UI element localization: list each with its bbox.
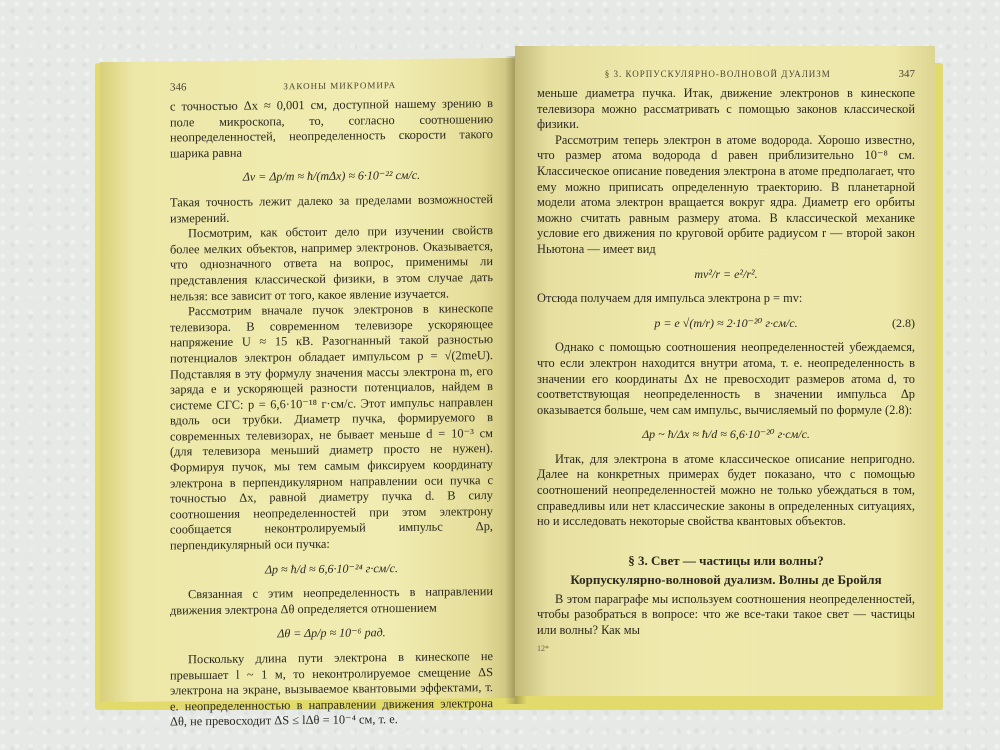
right-page-number: 347 <box>898 68 915 80</box>
right-page <box>515 46 935 696</box>
paragraph: Итак, для электрона в атоме классическое описание непригодно. Далее на конкретных примерах будет показано, что с помощью соотношений неопределенностей можно не только убеждаться в том, справедливы или нет классические законы в определенных ситуациях, но и исследовать некоторые свойства квантовых объектов. <box>537 451 915 529</box>
paragraph: с точностью Δx ≈ 0,001 см, доступной нашему зрению в поле микроскопа, то, согласно соотношению неопределенностей, неопределенность скорости такого шарика равна <box>170 96 493 161</box>
left-page-body <box>170 96 493 730</box>
paragraph: В этом параграфе мы используем соотношения неопределенностей, чтобы разобраться в вопросе: что же все-таки такое свет — частицы или волны? Как мы <box>537 591 915 638</box>
formula-numbered <box>537 316 915 332</box>
formula: Δv = Δp/m ≈ ħ/(mΔx) ≈ 6·10⁻²² см/с. <box>242 168 421 185</box>
formula: mv²/r = e²/r². <box>694 266 758 281</box>
right-page-header <box>537 68 915 80</box>
formula: Δθ = Δp/p ≈ 10⁻⁶ рад. <box>277 625 386 641</box>
paragraph: Связанная с этим неопределенность в направлении движения электрона Δθ определяется отношением <box>170 584 493 618</box>
paragraph: Поскольку длина пути электрона в кинескопе не превышает l ~ 1 м, то неконтролируемое смещение ΔS электрона на экране, вызываемое квантовыми эффектами, т. е. неопределенностью в направлении движения электрона Δθ, не превосходит ΔS ≤ lΔθ = 10⁻⁴ см, т. е. <box>170 649 493 729</box>
right-page-running-title: § 3. КОРПУСКУЛЯРНО-ВОЛНОВОЙ ДУАЛИЗМ <box>604 69 831 79</box>
paragraph: Отсюда получаем для импульса электрона p = mv: <box>537 291 803 306</box>
left-page-header <box>170 78 493 93</box>
left-page-number: 346 <box>170 81 187 94</box>
paragraph: Рассмотрим теперь электрон в атоме водорода. Хорошо известно, что размер атома водорода d равен приблизительно 10⁻⁸ см. Классическое описание поведения электрона в атоме предполагает, что ему можно приписать определенную траекторию. В планетарной модели атома электрон вращается вокруг ядра. Диаметр его орбиты можно считать равным размеру атома. В классической механике условие его движения по круговой орбите радиусом r — второй закон Ньютона — имеет вид <box>537 132 915 256</box>
paragraph: Рассмотрим вначале пучок электронов в кинескопе телевизора. В современном телевизоре ускоряющее напряжение U ≈ 15 кВ. Разогнанный такой разностью потенциалов электрон обладает импульсом p = √(2meU). Подставляя в эту формулу значения массы электрона m, его заряда e и ускоряющей разности потенциалов, найдем в системе СГС: p = 6,6·10⁻¹⁸ г·см/с. Этот импульс направлен вдоль оси трубки. Диаметр пучка, формируемого в современных телевизорах, не бывает меньше d = 10⁻³ см (для телевизора меньший диаметр просто не нужен). Формируя пучок, мы тем самым фиксируем координату электрона в перпендикулярном направлении оси пучка с точностью Δx, равной диаметру пучка d. В силу соотношения неопределенностей при этом электрону сообщается неконтролируемый импульс Δp, перпендикулярный оси пучка: <box>170 301 493 553</box>
left-page <box>100 58 515 729</box>
footer-mark: 12* <box>537 643 549 653</box>
left-page-running-title: ЗАКОНЫ МИКРОМИРА <box>283 80 397 92</box>
right-page-body <box>537 86 915 656</box>
section-subtitle: Корпускулярно-волновой дуализм. Волны де Бройля <box>570 571 882 587</box>
formula: Δp ≈ ħ/d ≈ 6,6·10⁻²⁴ г·см/с. <box>265 560 398 577</box>
formula: p = e √(m/r) ≈ 2·10⁻²⁰ г·см/с. <box>654 315 798 330</box>
open-book <box>95 38 943 729</box>
paragraph: Однако с помощью соотношения неопределенностей убеждаемся, что если электрон находится внутри атома, т. е. неопределенность в значении его координаты Δx не превосходит размеров атома d, то соответствующая неопределенность в значении импульса Δp оказывается больше, чем сам импульс, вычисляемый по формуле (2.8): <box>537 340 915 417</box>
formula-number: (2.8) <box>892 315 915 330</box>
section-title: § 3. Свет — частицы или волны? <box>628 552 824 568</box>
paragraph: Такая точность лежит далеко за пределами возможностей измерений. <box>170 192 493 226</box>
paragraph: Посмотрим, как обстоит дело при изучении свойств более мелких объектов, например электронов. Оказывается, что однозначного ответа на вопрос, применимы ли представления классической физики, в этом случае дать нельзя: все зависит от того, какое явление изучается. <box>170 223 493 303</box>
formula: Δp ~ ħ/Δx ≈ ħ/d ≈ 6,6·10⁻²⁰ г·см/с. <box>642 427 810 442</box>
paragraph: меньше диаметра пучка. Итак, движение электронов в кинескопе телевизора можно рассматривать с помощью законов классической физики. <box>537 86 915 132</box>
